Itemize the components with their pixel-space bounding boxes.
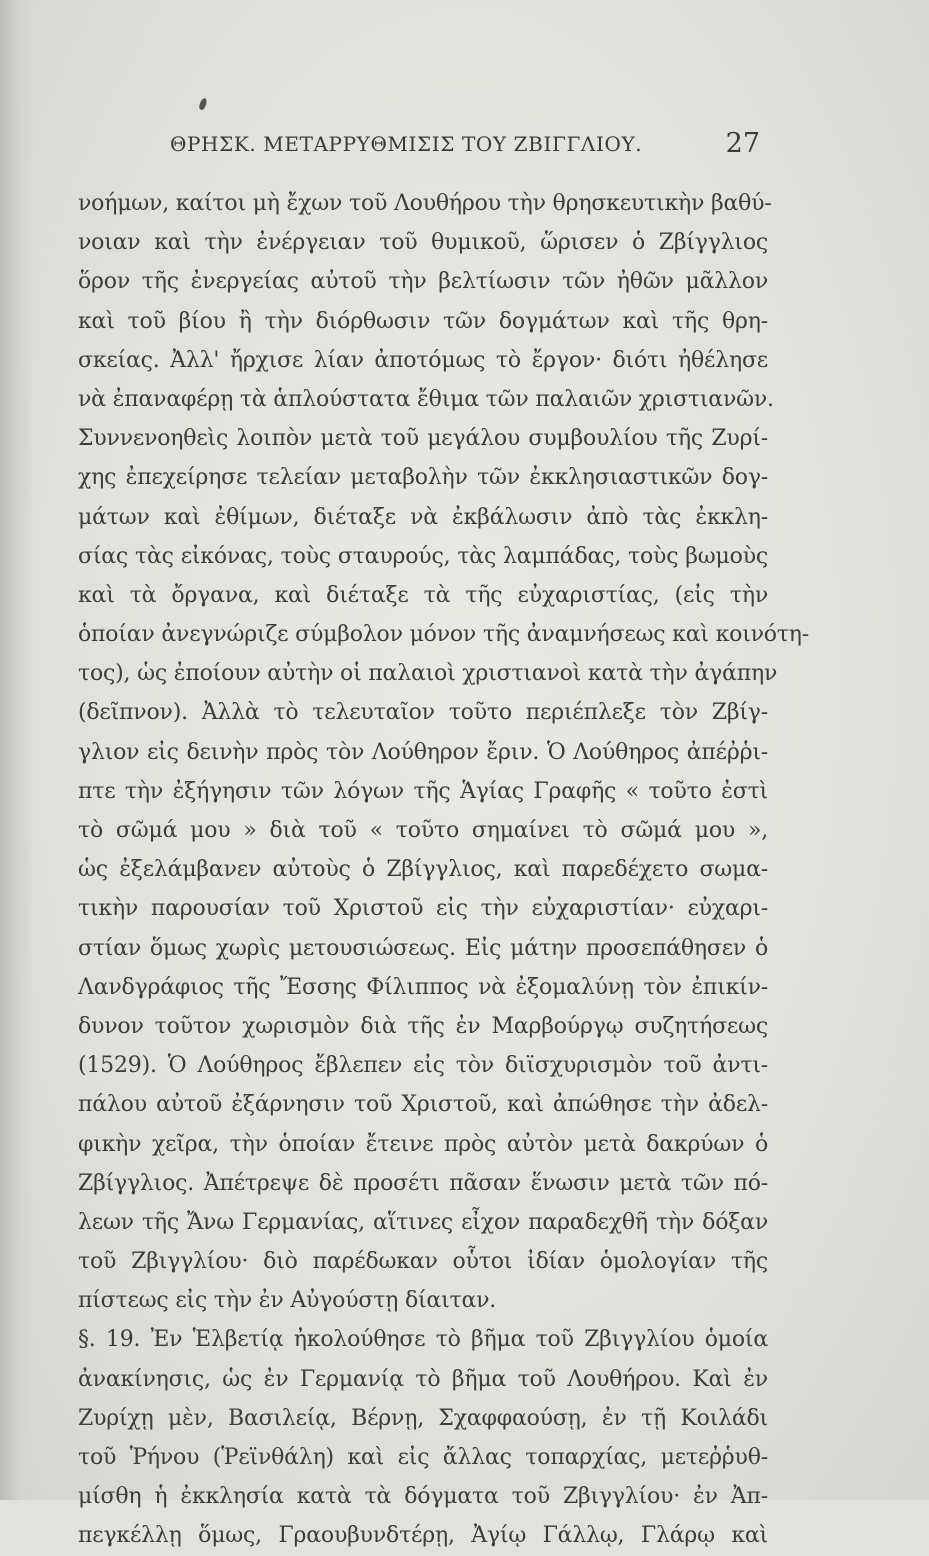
section-start-line: §. 19. Ἐν Ἑλβετίᾳ ἠκολούθησε τὸ βῆμα τοῦ Ζβιγγλίου ὁμοία xyxy=(78,1327,768,1353)
text-line: πτε τὴν ἐξήγησιν τῶν λόγων τῆς Ἁγίας Γραφῆς « τοῦτο ἐστὶ xyxy=(78,778,768,804)
text-line: τος), ὡς ἐποίουν αὐτὴν οἱ παλαιοὶ χριστιανοὶ κατὰ τὴν ἀγάπην xyxy=(78,661,778,687)
text-line: μάτων καὶ ἐθίμων, διέταξε νὰ ἐκβάλωσιν ἀπὸ τὰς ἐκκλη- xyxy=(78,504,768,530)
text-line: (1529). Ὁ Λούθηρος ἔβλεπεν εἰς τὸν διϊσχυρισμὸν τοῦ ἀντι- xyxy=(78,1053,768,1079)
text-line: χης ἐπεχείρησε τελείαν μεταβολὴν τῶν ἐκκλησιαστικῶν δογ- xyxy=(78,465,768,491)
text-line: (δεῖπνον). Ἀλλὰ τὸ τελευταῖον τοῦτο περιέπλεξε τὸν Ζβίγ- xyxy=(78,700,768,726)
text-line: ὅρον τῆς ἐνεργείας αὐτοῦ τὴν βελτίωσιν τῶν ἠθῶν μᾶλλον xyxy=(78,269,768,295)
text-line: καὶ τοῦ βίου ἢ τὴν διόρθωσιν τῶν δογμάτων καὶ τῆς θρη- xyxy=(78,308,768,334)
text-line: νὰ ἐπαναφέρῃ τὰ ἁπλούστατα ἔθιμα τῶν παλαιῶν χριστιανῶν. xyxy=(78,386,774,412)
running-title: ΘΡΗΣΚ. ΜΕΤΑΡΡΥΘΜΙΣΙΣ ΤΟΥ ΖΒΙΓΓΛΙΟΥ. xyxy=(170,132,643,156)
page-number: 27 xyxy=(725,128,760,159)
running-header xyxy=(170,128,770,168)
text-line: καὶ τὰ ὄργανα, καὶ διέταξε τὰ τῆς εὐχαριστίας, (εἰς τὴν xyxy=(78,582,768,608)
text-line: ὡς ἐξελάμβανεν αὐτοὺς ὁ Ζβίγγλιος, καὶ παρεδέχετο σωμα- xyxy=(78,857,768,883)
text-line: γλιον εἰς δεινὴν πρὸς τὸν Λούθηρον ἔριν. Ὁ Λούθηρος ἀπέῤῥι- xyxy=(78,739,768,765)
text-line: τὸ σῶμά μου » διὰ τοῦ « τοῦτο σημαίνει τὸ σῶμά μου », xyxy=(78,818,768,843)
ink-speck xyxy=(198,97,208,110)
body-text xyxy=(78,184,810,1556)
text-line: φικὴν χεῖρα, τὴν ὁποίαν ἔτεινε πρὸς αὐτὸν μετὰ δακρύων ὁ xyxy=(78,1131,768,1157)
text-line: στίαν ὅμως χωρὶς μετουσιώσεως. Εἰς μάτην προσεπάθησεν ὁ xyxy=(78,935,768,961)
text-line: ἀνακίνησις, ὡς ἐν Γερμανίᾳ τὸ βῆμα τοῦ Λουθήρου. Καὶ ἐν xyxy=(78,1366,768,1392)
page-gutter-shadow xyxy=(0,0,34,1500)
text-line: πάλου αὐτοῦ ἐξάρνησιν τοῦ Χριστοῦ, καὶ ἀπώθησε τὴν ἀδελ- xyxy=(78,1092,768,1118)
text-line: τοῦ Ῥήνου (Ῥεϊνθάλη) καὶ εἰς ἄλλας τοπαρχίας, μετεῤῥυθ- xyxy=(78,1445,768,1470)
paragraph-end-line: πίστεως εἰς τὴν ἐν Αὐγούστῃ δίαιταν. xyxy=(78,1288,497,1314)
text-line: ὁποίαν ἀνεγνώριζε σύμβολον μόνον τῆς ἀναμνήσεως καὶ κοινότη- xyxy=(78,622,810,648)
text-line: Ζβίγγλιος. Ἀπέτρεψε δὲ προσέτι πᾶσαν ἕνωσιν μετὰ τῶν πό- xyxy=(78,1170,768,1196)
text-line: μίσθη ἡ ἐκκλησία κατὰ τὰ δόγματα τοῦ Ζβιγγλίου· ἐν Ἀπ- xyxy=(78,1484,768,1510)
text-line: τικὴν παρουσίαν τοῦ Χριστοῦ εἰς τὴν εὐχαριστίαν· εὐχαρι- xyxy=(78,896,768,922)
text-line: Συννενοηθεὶς λοιπὸν μετὰ τοῦ μεγάλου συμβουλίου τῆς Ζυρί- xyxy=(78,426,768,452)
text-line: νοιαν καὶ τὴν ἐνέργειαν τοῦ θυμικοῦ, ὥρισεν ὁ Ζβίγγλιος xyxy=(78,230,768,256)
text-line: σκείας. Ἀλλ' ἤρχισε λίαν ἀποτόμως τὸ ἔργον· διότι ἠθέλησε xyxy=(78,347,768,373)
text-line: σίας τὰς εἰκόνας, τοὺς σταυρούς, τὰς λαμπάδας, τοὺς βωμοὺς xyxy=(78,543,768,569)
text-line: λεων τῆς Ἄνω Γερμανίας, αἵτινες εἶχον παραδεχθῆ τὴν δόξαν xyxy=(78,1209,768,1235)
text-line: δυνον τοῦτον χωρισμὸν διὰ τῆς ἐν Μαρβούργῳ συζητήσεως xyxy=(78,1013,768,1039)
text-line: Λανδγράφιος τῆς Ἔσσης Φίλιππος νὰ ἐξομαλύνῃ τὸν ἐπικίν- xyxy=(78,974,768,1000)
text-line: πεγκέλλῃ ὅμως, Γραουβυνδτέρῃ, Ἀγίῳ Γάλλῳ, Γλάρῳ καὶ xyxy=(78,1523,768,1549)
text-line: Ζυρίχῃ μὲν, Βασιλείᾳ, Βέρνῃ, Σχαφφαούσῃ, ἐν τῇ Κοιλάδι xyxy=(78,1405,768,1431)
text-line: τοῦ Ζβιγγλίου· διὸ παρέδωκαν οὗτοι ἰδίαν ὁμολογίαν τῆς xyxy=(78,1249,768,1275)
text-line: νοήμων, καίτοι μὴ ἔχων τοῦ Λουθήρου τὴν θρησκευτικὴν βαθύ- xyxy=(78,191,772,216)
